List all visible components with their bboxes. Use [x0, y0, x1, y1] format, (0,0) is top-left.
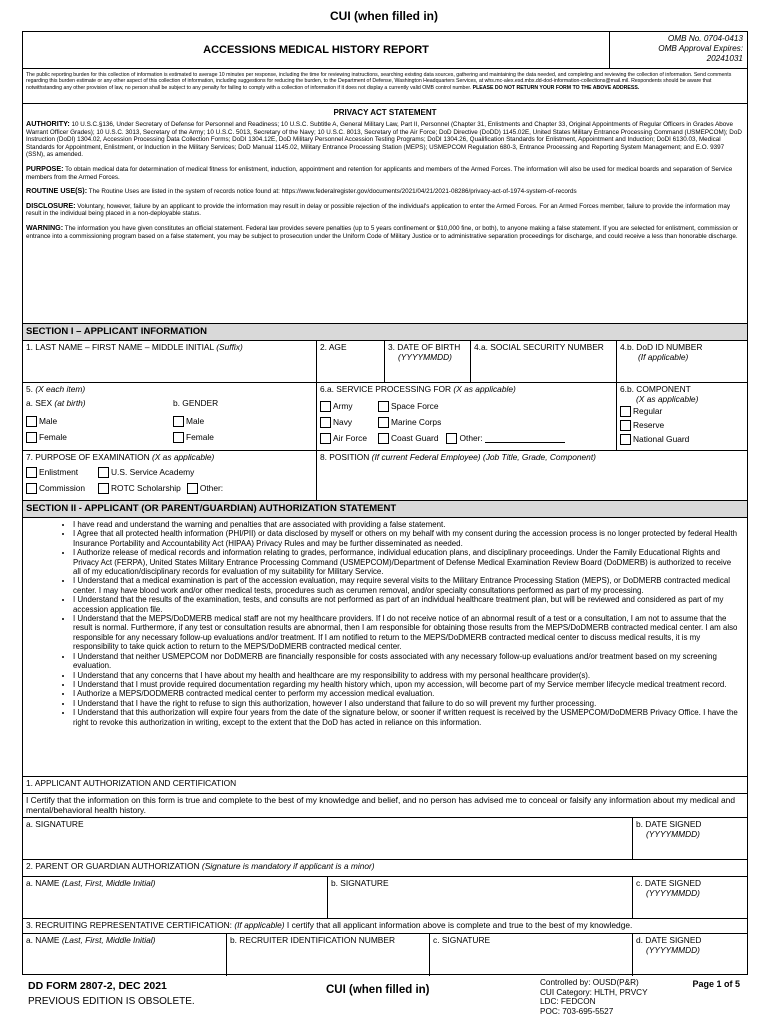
position-note: (If current Federal Employee) (Job Title, Grade, Component)	[371, 452, 596, 462]
enlistment-label: Enlistment	[39, 467, 79, 477]
recruiter-name-field[interactable]	[23, 934, 227, 976]
recruiter-signature-field[interactable]	[430, 934, 633, 976]
service-other-checkbox[interactable]	[446, 433, 457, 444]
marine-checkbox[interactable]	[378, 417, 389, 428]
purpose-other-label: Other:	[199, 483, 224, 493]
authorization-item: • I Agree that all protected health information (PHI/PII) or data disclosed by myself or others on my behalf with my consent during the accession process is no longer protected by federal Health Insurance Portability and Accountability Act (HIPAA) Privacy Rules and may be further disseminated as needed.	[73, 529, 739, 548]
recruiter-signature-row	[23, 934, 747, 976]
coast-label: Coast Guard	[391, 433, 439, 443]
navy-checkbox[interactable]	[320, 417, 331, 428]
navy-label: Navy	[333, 417, 353, 427]
authorization-item: • I Understand that I must provide required documentation regarding my health history which, upon my accession, will become part of my Service member lifecycle medical treatment record.	[73, 680, 739, 689]
recruiter-title-text: 3. RECRUITING REPRESENTATIVE CERTIFICATION:	[26, 920, 235, 930]
coast-checkbox[interactable]	[378, 433, 389, 444]
gender-female-label: Female	[186, 432, 214, 442]
academy-option[interactable]	[98, 464, 223, 480]
service-label	[320, 384, 613, 394]
ssn-field[interactable]	[471, 341, 617, 382]
component-cell	[617, 383, 747, 450]
ldc: LDC: FEDCON	[540, 997, 596, 1007]
cert-text-row	[23, 794, 747, 818]
recruiter-id-field[interactable]	[227, 934, 430, 976]
service-label-text: 6.a. SERVICE PROCESSING FOR	[320, 384, 454, 394]
warning-text: The information you have given constitutes an official statement. Federal law provides severe penalties (up to 5 years confinement or $10,000 fine, or both), to anyone making a false statement. If you are selected for enlistment, commission or entrance into a commissioning program based on a false statement, you may be subject to prosecution under the Uniform Code of Military Justice or to administrative separation proceedings for discharge, and could receive a less than honorable discharge.	[26, 224, 739, 240]
authority-paragraph	[26, 120, 744, 159]
regular-checkbox[interactable]	[620, 406, 631, 417]
marine-option[interactable]	[378, 414, 565, 430]
omb-info	[610, 32, 747, 68]
applicant-signature-row	[23, 818, 747, 860]
form-body	[22, 31, 748, 975]
section2-header: SECTION II - APPLICANT (OR PARENT/GUARDIAN) AUTHORIZATION STATEMENT	[23, 501, 747, 518]
rotc-label: ROTC Scholarship	[111, 483, 181, 493]
burden-text: The public reporting burden for this collection of information is estimated to average 10 minutes per response, including the time for reviewing instructions, searching existing data sources, gathering and maintaining the data needed, and completing and reviewing the collection of information. Send comments regarding this burden estimate or any other aspect of this collection of information, including suggestions for reducing the burden, to the Department of Defense, Washington Headquarters Services, at whs.mc-alex.esd.mbx.dd-dod-information-collections@mail.mil. Respondents should be aware that notwithstanding any other provision of law, no person shall be subject to any penalty for failing to comply with a collection of information if it does not display a currently valid OMB control number.	[26, 72, 732, 91]
dodid-field[interactable]	[617, 341, 747, 382]
cui-footer-label: CUI (when filled in)	[326, 984, 430, 996]
obsolete-note: PREVIOUS EDITION IS OBSOLETE.	[28, 996, 195, 1007]
coast-option[interactable]	[378, 430, 565, 446]
service-other-input[interactable]	[485, 433, 565, 443]
authorization-item: • I Understand that I have the right to refuse to sign this authorization, however I also understand that failure to do so will prevent my further processing.	[73, 699, 739, 708]
recruiter-date-field[interactable]	[633, 934, 747, 976]
recruiter-title	[23, 919, 747, 933]
cert-text: I Certify that the information on this form is true and complete to the best of my knowledge and belief, and no person has advised me to conceal or falsify any information about my medical and mental/behavioral health history.	[26, 795, 736, 815]
purpose-exam-note: (X as applicable)	[151, 452, 215, 462]
purpose-paragraph	[26, 165, 744, 181]
cert-title-row	[23, 777, 747, 794]
reserve-option[interactable]	[620, 418, 744, 432]
recruiter-title-note: (If applicable)	[234, 920, 285, 930]
gender-label: b. GENDER	[173, 398, 219, 408]
sex-female-option[interactable]	[26, 429, 173, 445]
sex-female-checkbox[interactable]	[26, 432, 37, 443]
disclosure-label: DISCLOSURE:	[26, 200, 76, 210]
reserve-checkbox[interactable]	[620, 420, 631, 431]
parent-name-label: a. NAME	[26, 878, 62, 888]
marine-label: Marine Corps	[391, 417, 442, 427]
academy-checkbox[interactable]	[98, 467, 109, 478]
sex-label	[26, 398, 173, 413]
warning-paragraph	[26, 224, 744, 240]
army-option[interactable]	[320, 398, 378, 414]
applicant-date-field[interactable]	[633, 818, 747, 859]
form-id: DD FORM 2807-2, DEC 2021	[28, 980, 167, 992]
purpose-label: PURPOSE:	[26, 163, 64, 173]
spaceforce-label: Space Force	[391, 401, 439, 411]
parent-signature-label: b. SIGNATURE	[331, 878, 389, 888]
sex-gender-cell	[23, 383, 317, 450]
purpose-exam-text: 7. PURPOSE OF EXAMINATION	[26, 452, 152, 462]
cert-title: 1. APPLICANT AUTHORIZATION AND CERTIFICATION	[26, 778, 237, 788]
service-processing-cell	[317, 383, 617, 450]
form-footer	[22, 978, 748, 1024]
disclosure-text: Voluntary, however, failure by an applicant to provide the information may result in delay or possible rejection of the individual's application to enter the Armed Forces. For an Armed Forces member, failure to provide the information may result in the individual being placed in a non-deployable status.	[26, 202, 731, 218]
recruiter-name-label: a. NAME	[26, 935, 62, 945]
sex-female-label: Female	[39, 432, 67, 442]
authorization-item: • I Understand that any concerns that I have about my health and healthcare are my responsibility to address with my personal healthcare provider(s).	[73, 671, 739, 680]
position-label: 8. POSITION	[320, 452, 372, 462]
army-label: Army	[333, 401, 353, 411]
authorization-item: • I Understand that neither USMEPCOM nor DoDMERB are financially responsible for costs associated with any necessary follow-up evaluations and/or treatment based on my screening evaluation.	[73, 652, 739, 671]
parent-title-text: 2. PARENT OR GUARDIAN AUTHORIZATION	[26, 861, 202, 871]
rotc-checkbox[interactable]	[98, 483, 109, 494]
army-checkbox[interactable]	[320, 401, 331, 412]
privacy-act-statement	[23, 104, 747, 324]
dob-field[interactable]	[385, 341, 471, 382]
enlistment-option[interactable]	[26, 464, 98, 480]
sex-male-label: Male	[39, 416, 58, 426]
recruiter-title-row	[23, 919, 747, 934]
recruiter-date-label: d. DATE SIGNED	[636, 935, 702, 945]
guard-label: National Guard	[633, 434, 690, 444]
commission-checkbox[interactable]	[26, 483, 37, 494]
gender-male-checkbox[interactable]	[173, 416, 184, 427]
parent-name-field[interactable]	[23, 877, 328, 918]
gender-male-label: Male	[186, 416, 205, 426]
service-other-label: Other:	[459, 433, 483, 443]
commission-label: Commission	[39, 483, 86, 493]
purpose-exam-cell	[23, 451, 317, 500]
gender-male-option[interactable]	[173, 413, 218, 429]
recruiter-signature-label: c. SIGNATURE	[433, 935, 491, 945]
spaceforce-option[interactable]	[378, 398, 565, 414]
gender-female-option[interactable]	[173, 429, 218, 445]
authorization-item: • I Understand that this authorization will expire four years from the date of the signature below, or sooner if written request is received by the USMEPCOM/DoDMERB Privacy Office. I have the right to revoke this authorization in writing, except to the extent that the DoD has acted in reliance on this information.	[73, 708, 739, 727]
authorization-statements	[23, 518, 747, 777]
burden-statement	[23, 69, 747, 104]
poc: POC: 703-695-5527	[540, 1006, 614, 1016]
sex-label-note: (at birth)	[54, 398, 86, 408]
name-field[interactable]	[23, 341, 317, 382]
sex-label-text: a. SEX	[26, 398, 55, 408]
sex-male-checkbox[interactable]	[26, 416, 37, 427]
applicant-signature-label: a. SIGNATURE	[26, 819, 84, 829]
airforce-label: Air Force	[333, 433, 367, 443]
regular-label: Regular	[633, 406, 663, 416]
parent-date-label: c. DATE SIGNED	[636, 878, 701, 888]
sex-male-option[interactable]	[26, 413, 173, 429]
gender-female-checkbox[interactable]	[173, 432, 184, 443]
purpose-text: To obtain medical data for determination of medical fitness for enlistment, induction, appointment and retention for applicants and members of the Armed Forces. The information will also be used for medical boards and separation of Service members from the Armed Forces.	[26, 165, 733, 181]
omb-number: OMB No. 0704-0413	[667, 34, 743, 43]
burden-bold: PLEASE DO NOT RETURN YOUR FORM TO THE ABOVE ADDRESS.	[472, 84, 640, 91]
routine-text: The Routine Uses are listed in the system of records notice found at: https://www.federalregister.gov/documents/2021/04/21/2021-08286/privacy-act-of-1974-system-of-records	[87, 188, 577, 196]
component-label: 6.b. COMPONENT	[620, 384, 691, 394]
parent-signature-row	[23, 877, 747, 919]
authorization-item: • I have read and understand the warning and penalties that are associated with providing a false statement.	[73, 520, 739, 529]
age-label: 2. AGE	[320, 342, 347, 352]
recruiter-id-label: b. RECRUITER IDENTIFICATION NUMBER	[230, 935, 396, 945]
applicant-date-label: b. DATE SIGNED	[636, 819, 702, 829]
recruiter-name-note: (Last, First, Middle Initial)	[61, 935, 156, 945]
routine-label: ROUTINE USE(S):	[26, 186, 88, 196]
privacy-title: PRIVACY ACT STATEMENT	[333, 108, 437, 117]
authorization-item: • I Authorize a MEPS/DODMERB contracted medical center to perform my accession medical evaluation.	[73, 689, 739, 698]
cui-header-label: CUI (when filled in)	[330, 9, 438, 23]
parent-title-row	[23, 860, 747, 877]
section1-row2	[23, 383, 747, 451]
component-note: (X as applicable)	[636, 394, 699, 404]
navy-option[interactable]	[320, 414, 378, 430]
controlled-by: Controlled by: OUSD(P&R)	[540, 978, 639, 987]
ssn-label: 4.a. SOCIAL SECURITY NUMBER	[474, 342, 604, 352]
applicant-date-format: (YYYYMMDD)	[646, 829, 700, 839]
cui-category: CUI Category: HLTH, PRVCY	[540, 987, 648, 997]
disclosure-paragraph	[26, 202, 744, 218]
purpose-exam-label	[26, 452, 313, 462]
dob-format: (YYYYMMDD)	[398, 352, 452, 362]
warning-label: WARNING:	[26, 222, 64, 232]
recruiter-cert-text: I certify that all applicant information above is complete and true to the best of my knowledge.	[284, 920, 633, 930]
section1-row3	[23, 451, 747, 501]
controlled-info	[540, 978, 648, 1016]
parent-date-field[interactable]	[633, 877, 747, 918]
airforce-checkbox[interactable]	[320, 433, 331, 444]
dob-label: 3. DATE OF BIRTH	[388, 342, 461, 352]
reserve-label: Reserve	[633, 420, 665, 430]
parent-title-note: (Signature is mandatory if applicant is a minor)	[201, 861, 375, 871]
applicant-signature-field[interactable]	[23, 818, 633, 859]
parent-signature-field[interactable]	[328, 877, 633, 918]
title-row	[23, 32, 747, 69]
dodid-label: 4.b. DoD ID NUMBER	[620, 342, 703, 352]
omb-expires-date: 20241031	[706, 54, 743, 63]
item5-instruction: (X each item)	[35, 384, 86, 394]
form-title: ACCESSIONS MEDICAL HISTORY REPORT	[23, 32, 610, 68]
authority-label: AUTHORITY:	[26, 119, 70, 128]
age-field[interactable]	[317, 341, 385, 382]
academy-label: U.S. Service Academy	[111, 467, 195, 477]
parent-title	[23, 860, 747, 876]
item5-label	[26, 384, 313, 394]
authorization-item: • I Understand that the results of the examination, tests, and consults are not performed as part of an individual healthcare treatment plan, but will be reviewed and considered as part of my accession application file.	[73, 595, 739, 614]
section1-row1	[23, 341, 747, 383]
rotc-option[interactable]	[98, 480, 223, 496]
position-field[interactable]	[317, 451, 747, 500]
authorization-item: • I Authorize release of medical records and information relating to grades, performance, individual education plans, and disciplinary proceedings. Under the Family Educational Rights and Privacy Act (FERPA), United States Military Entrance Processing Command (USMEPCOM)/Department of Defense Medical Examination Review Board (DoDMERB) is authorized to receive all of my education/disciplinary records for evaluation of my suitability for Military Service.	[73, 548, 739, 576]
authorization-item: • I Understand that a medical examination is part of the accession evaluation, may require several visits to the Military Entrance Processing Station (MEPS), or DoDMERB contracted medical center. I may have blood work and/or other medical tests, procedures such as cerumen removal, and/or specialty consultations performed as part of my processing.	[73, 576, 739, 595]
service-label-note: (X as applicable)	[453, 384, 516, 394]
name-suffix-label: (Suffix)	[216, 342, 243, 352]
commission-option[interactable]	[26, 480, 98, 496]
parent-date-format: (YYYYMMDD)	[646, 888, 700, 898]
routine-paragraph	[26, 187, 744, 196]
authorization-item: • I Understand that the MEPS/DoDMERB medical staff are not my healthcare providers. If I do not receive notice of an abnormal result of a test or a consultation, I am not to assume that the result is normal. Furthermore, if any test or consultation results are abnormal, then I am responsible for obtaining those results from the MEPS/DoDMERB contracted medical center. I am also responsible for any necessary follow-up evaluations and/or treatment. If I am notified to return to the MEPS/DoDMERB contracted medical center to discuss medical results, it is my responsibility to take quick action to return to the MEPS/DoDMERB contracted medical center.	[73, 614, 739, 652]
guard-option[interactable]	[620, 432, 744, 446]
item5-number: 5.	[26, 384, 36, 394]
omb-expires-label: OMB Approval Expires:	[658, 44, 743, 53]
regular-option[interactable]	[620, 404, 744, 418]
recruiter-date-format: (YYYYMMDD)	[646, 945, 700, 955]
purpose-other-checkbox[interactable]	[187, 483, 198, 494]
dodid-note: (If applicable)	[638, 352, 689, 362]
enlistment-checkbox[interactable]	[26, 467, 37, 478]
spaceforce-checkbox[interactable]	[378, 401, 389, 412]
name-label: 1. LAST NAME – FIRST NAME – MIDDLE INITIAL	[26, 342, 217, 352]
authority-text: 10 U.S.C.§136, Under Secretary of Defense for Personnel and Readiness; 10 U.S.C. Subtitle A, General Military Law, Part II, Personnel (Chapter 31, Enlistments and Chapter 33, Original Appointments of Regular Officers in Grades Above Warrant Officer Grades); 10 U.S.C. 3013, Secretary of the Army; 10 U.S.C. 5013, Secretary of the Navy; 10 U.S.C. 8013, Secretary of the Air Force; DoD Directive (DoDD) 1145.02E, United States Military Entrance Processing Command (USMEPCOM); DoD Instruction (DoDI) 1304.02, Accession Processing Data Collection Forms; DoDI 1304.12E, DoD Military Personnel Accession Testing Programs; DoDI 1304.26, Qualification Standards for Enlistment, Appointment and Induction; DoDI 6130.03, Medical Standards for Appointment, Enlistment, or Induction in the Military Services; DoD Manual 1145.02, Military Entrance Processing Station (MEPS); USMEPCOM Regulation 680-3, Entrance Processing and Reporting System Management; and E.O. 9397 (SSN), as amended.	[26, 121, 742, 159]
guard-checkbox[interactable]	[620, 434, 631, 445]
page-number: Page 1 of 5	[692, 979, 740, 989]
parent-name-note: (Last, First, Middle Initial)	[61, 878, 156, 888]
airforce-option[interactable]	[320, 430, 378, 446]
section1-header: SECTION I – APPLICANT INFORMATION	[23, 324, 747, 341]
